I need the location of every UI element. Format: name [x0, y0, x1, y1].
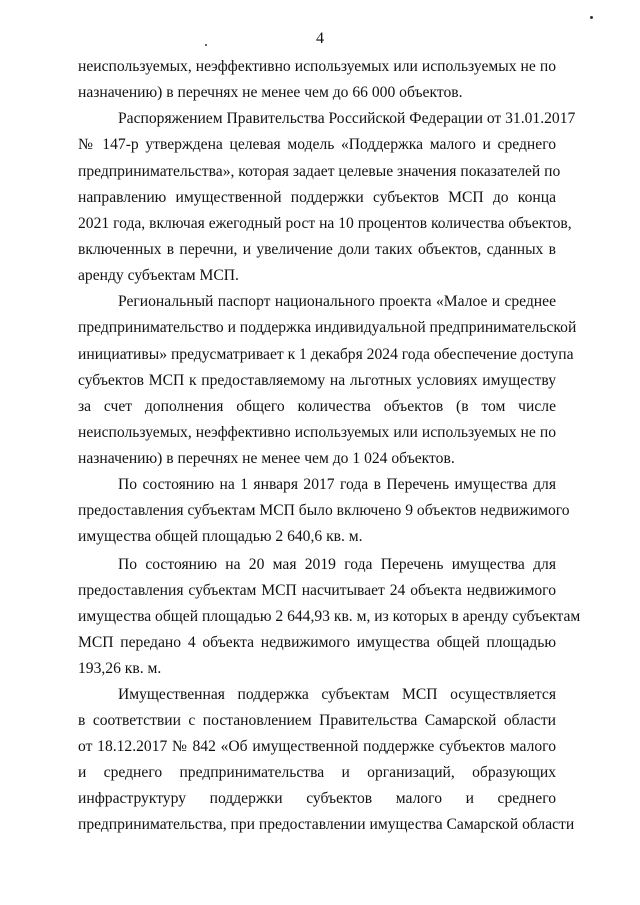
text-line: МСП передано 4 объекта недвижимого имущества общей площадью	[78, 634, 556, 651]
paragraph-start-line: Региональный паспорт национального проекта «Малое и среднее	[118, 293, 556, 310]
text-line: и среднего предпринимательства и организаций, образующих	[78, 764, 556, 781]
scan-artifact-dot	[205, 44, 207, 46]
text-line: предпринимательства», которая задает целевые значения показателей по	[78, 163, 561, 180]
text-line: назначению) в перечнях не менее чем до 1 024 объектов.	[78, 450, 455, 467]
text-line: за счет дополнения общего количества объектов (в том числе	[78, 398, 556, 415]
paragraph-start-line: Распоряжением Правительства Российской Федерации от 31.01.2017	[118, 110, 576, 127]
text-line: неиспользуемых, неэффективно используемых или используемых не по	[78, 58, 556, 75]
text-line: имущества общей площадью 2 640,6 кв. м.	[78, 528, 363, 545]
text-line: субъектов МСП к предоставляемому на льготных условиях имуществу	[78, 372, 556, 389]
text-line: № 147-р утверждена целевая модель «Поддержка малого и среднего	[78, 136, 556, 153]
text-line: предпринимательства, при предоставлении имущества Самарской области	[78, 816, 575, 833]
scan-artifact-dot	[590, 16, 593, 19]
text-line: в соответствии с постановлением Правительства Самарской области	[78, 712, 556, 729]
text-line: предпринимательство и поддержка индивидуальной предпринимательской	[78, 319, 577, 336]
text-line: аренду субъектам МСП.	[78, 267, 239, 284]
text-line: 193,26 кв. м.	[78, 660, 162, 677]
text-line: инфраструктуру поддержки субъектов малого и среднего	[78, 790, 556, 807]
paragraph-start-line: По состоянию на 20 мая 2019 года Перечень имущества для	[118, 556, 556, 573]
text-line: от 18.12.2017 № 842 «Об имущественной поддержке субъектов малого	[78, 738, 556, 755]
text-line: предоставления субъектам МСП насчитывает 24 объекта недвижимого	[78, 582, 556, 599]
text-line: инициативы» предусматривает к 1 декабря 2024 года обеспечение доступа	[78, 346, 574, 363]
text-line: 2021 года, включая ежегодный рост на 10 процентов количества объектов,	[78, 215, 572, 232]
text-line: неиспользуемых, неэффективно используемых или используемых не по	[78, 424, 556, 441]
text-line: назначению) в перечнях не менее чем до 66 000 объектов.	[78, 84, 463, 101]
text-line: включенных в перечни, и увеличение доли таких объектов, сданных в	[78, 241, 556, 258]
text-line: имущества общей площадью 2 644,93 кв. м, из которых в аренду субъектам	[78, 608, 581, 625]
page-number: 4	[316, 30, 324, 47]
text-line: направлению имущественной поддержки субъектов МСП до конца	[78, 189, 556, 206]
paragraph-start-line: По состоянию на 1 января 2017 года в Перечень имущества для	[118, 476, 556, 493]
paragraph-start-line: Имущественная поддержка субъектам МСП осуществляется	[118, 686, 556, 703]
text-line: предоставления субъектам МСП было включено 9 объектов недвижимого	[78, 502, 570, 519]
